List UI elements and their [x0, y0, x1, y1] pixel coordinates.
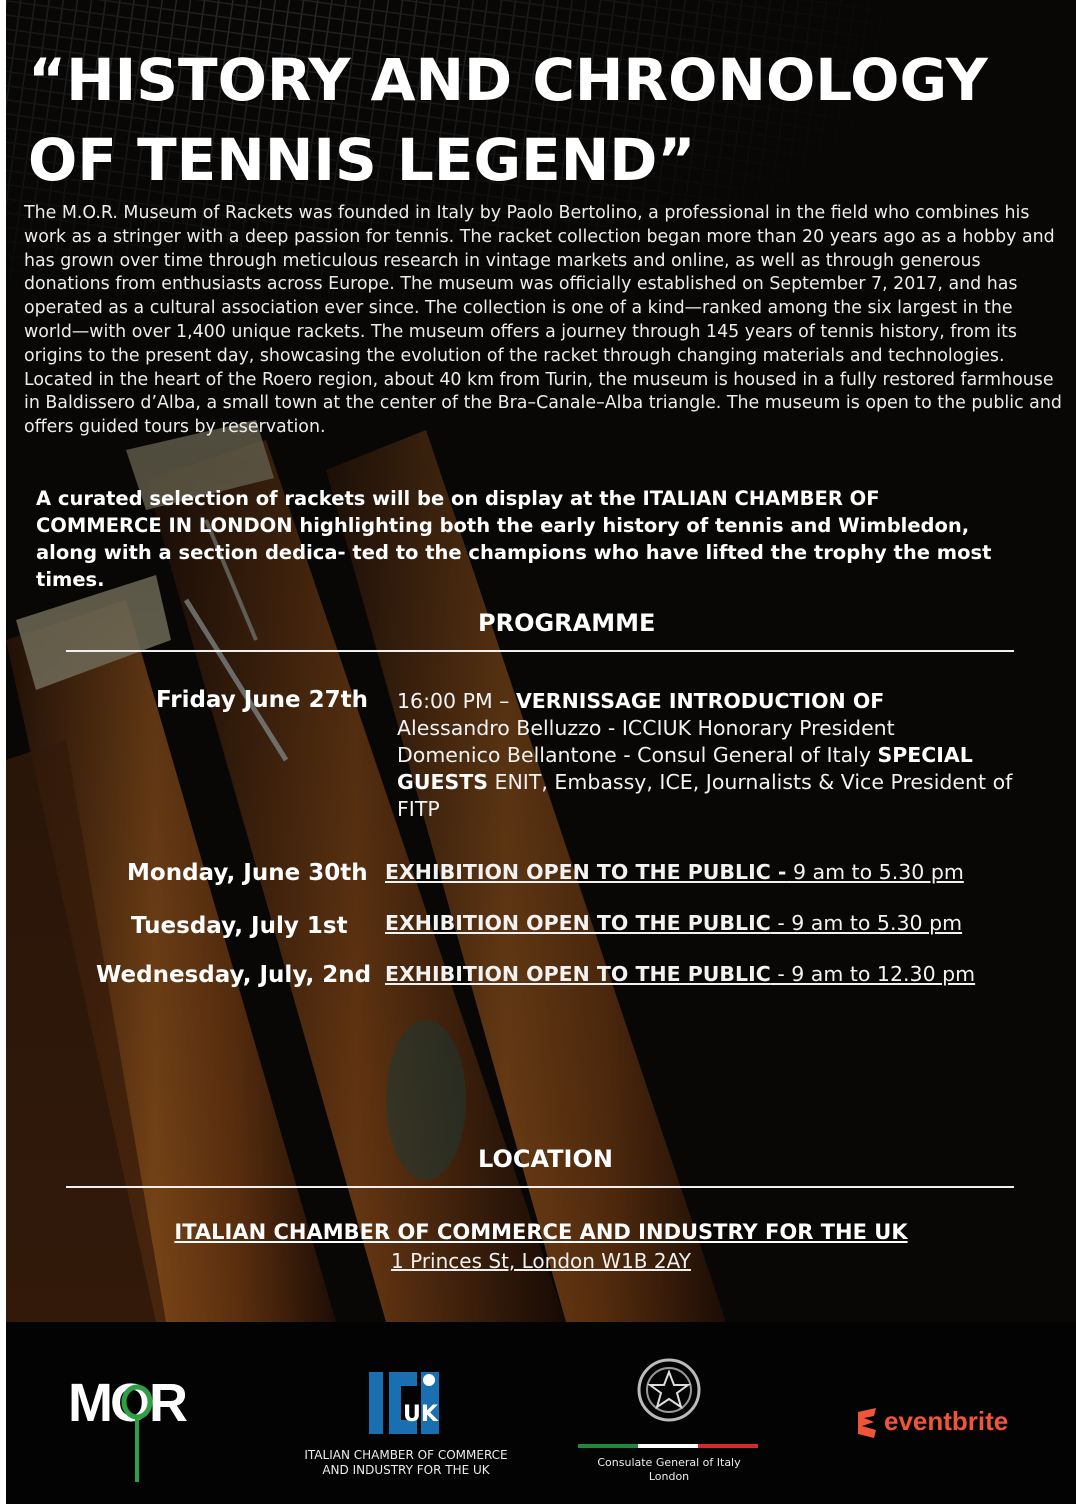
museum-description: The M.O.R. Museum of Rackets was founded in Italy by Paolo Bertolino, a professional in the field who combines his work as a stringer with a deep passion for tennis. The racket collection began more than 20 years ago as a hobby and has grown over time through meticulous research in vintage markets and online, as well as through generous donations from enthusiasts across Europe. The museum was officially established on September 7, 2017, and has operated as a cultural association ever since. The collection is one of a kind—ranked among the six largest in the world—with over 1,400 unique rackets. The museum offers a journey through 145 years of tennis history, from its origins to the present day, showcasing the evolution of the racket through changing materials and technologies. Located in the heart of the Roero region, about 40 km from Turin, the museum is housed in a fully restored farmhouse in Baldissero d’Alba, a small town at the center of the Bra–Canale–Alba triangle. The museum is open to the public and offers guided tours by reservation.: [24, 203, 1062, 438]
exhibition-hours: - 9 am to 5.30 pm: [770, 911, 963, 935]
poster-title: “HISTORY AND CHRONOLOGY OF TENNIS LEGEND”: [28, 46, 988, 194]
consulate-caption-line-2: London: [648, 1470, 690, 1483]
icciuk-logo-text: UK: [403, 1402, 438, 1427]
icciuk-logo[interactable]: [369, 1368, 441, 1438]
venue-address-link[interactable]: 1 Princes St, London W1B 2AY: [391, 1249, 691, 1273]
location-heading: LOCATION: [478, 1145, 613, 1173]
event-poster: [6, 0, 1076, 1504]
consulate-caption: [578, 1456, 760, 1484]
exhibition-link-monday[interactable]: [385, 860, 964, 884]
opening-speaker-2: Domenico Bellantone - Consul General of Italy: [397, 743, 878, 767]
venue-name-link[interactable]: ITALIAN CHAMBER OF COMMERCE AND INDUSTRY FOR THE UK: [174, 1220, 908, 1244]
opening-speaker-1: Alessandro Belluzzo - ICCIUK Honorary President: [397, 716, 895, 740]
consulate-caption-line-1: Consulate General of Italy: [597, 1456, 741, 1469]
programme-heading: PROGRAMME: [478, 609, 656, 637]
icciuk-caption: [286, 1448, 526, 1478]
consulate-logo[interactable]: [578, 1352, 760, 1482]
special-guests-label: SPECIAL GUESTS: [397, 743, 973, 794]
eventbrite-wordmark: eventbrite: [884, 1406, 1009, 1436]
exhibition-hours: - 9 am to 12.30 pm: [770, 962, 976, 986]
exhibition-hours: 9 am to 5.30 pm: [786, 860, 964, 884]
exhibition-label: EXHIBITION OPEN TO THE PUBLIC: [385, 911, 771, 935]
eventbrite-e-icon: [856, 1408, 880, 1438]
day-monday: Monday, June 30th: [127, 860, 368, 886]
exhibition-link-tuesday[interactable]: [385, 911, 962, 935]
icciuk-caption-line-1: ITALIAN CHAMBER OF COMMERCE: [304, 1448, 508, 1462]
day-tuesday: Tuesday, July 1st: [131, 913, 348, 939]
icciuk-caption-line-2: AND INDUSTRY FOR THE UK: [322, 1463, 490, 1477]
day-wednesday: Wednesday, July, 2nd: [96, 962, 372, 988]
location-divider: [66, 1186, 1014, 1188]
tennis-racket-icon: [120, 1384, 154, 1484]
exhibition-label: EXHIBITION OPEN TO THE PUBLIC: [385, 962, 771, 986]
opening-day: Friday June 27th: [156, 687, 369, 713]
opening-details: [397, 688, 1027, 823]
programme-divider: [66, 650, 1014, 652]
sponsor-footer: [6, 1322, 1076, 1504]
mor-logo-text: MOR: [68, 1373, 185, 1433]
special-guests-list: ENIT, Embassy, ICE, Journalists & Vice President of FITP: [397, 770, 1013, 821]
italian-emblem-icon: [636, 1352, 702, 1430]
opening-time: 16:00 PM –: [397, 689, 516, 713]
mor-logo[interactable]: [68, 1372, 203, 1482]
exhibition-label: EXHIBITION OPEN TO THE PUBLIC -: [385, 860, 787, 884]
eventbrite-logo[interactable]: [856, 1406, 1026, 1440]
exhibition-highlight: A curated selection of rackets will be on display at the ITALIAN CHAMBER OF COMMERCE IN LONDON highlighting both the early history of tennis and Wimbledon, along with a section dedica- ted to the champions who have lifted the trophy the most times.: [36, 487, 992, 591]
opening-event: VERNISSAGE INTRODUCTION OF: [515, 689, 885, 713]
italian-flag-bar: [578, 1444, 758, 1448]
exhibition-link-wednesday[interactable]: [385, 962, 975, 986]
